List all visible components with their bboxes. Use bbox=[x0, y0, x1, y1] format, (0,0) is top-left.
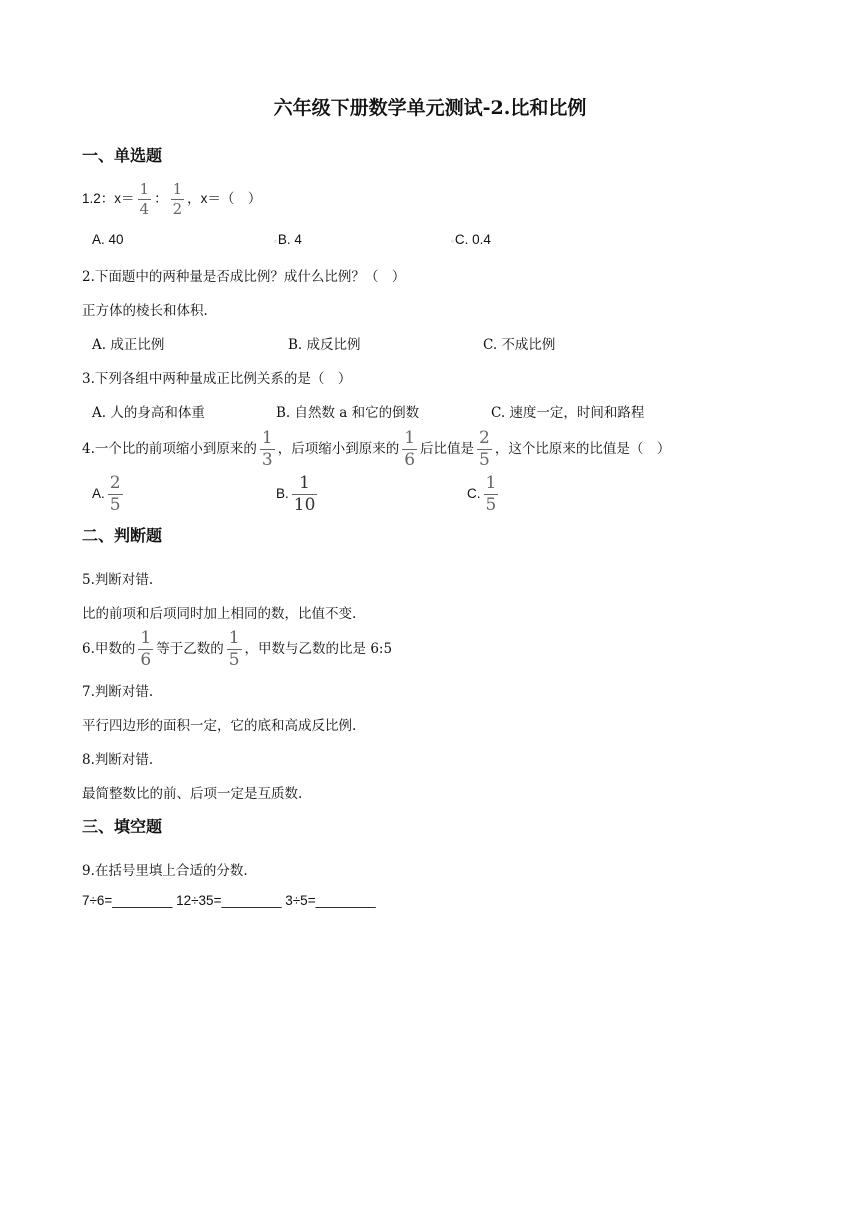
question-1-text-b: ： bbox=[154, 191, 168, 207]
q4-option-c[interactable]: C. $\frac{1}{5}$ bbox=[467, 473, 497, 515]
question-4 bbox=[82, 430, 670, 469]
fraction-option-c: $\frac{1}{5}$ bbox=[485, 473, 497, 515]
question-7-statement: 平行四边形的面积一定，它的底和高成反比例. bbox=[82, 718, 357, 734]
fraction-one-sixth: $\frac{1}{6}$ bbox=[404, 428, 416, 470]
q3-option-c[interactable]: C. 速度一定，时间和路程 bbox=[491, 405, 645, 421]
question-5-statement: 比的前项和后项同时加上相同的数，比值不变. bbox=[82, 606, 357, 622]
section-heading-fill-in: 三、填空题 bbox=[82, 817, 163, 836]
fraction-one-third: $\frac{1}{3}$ bbox=[261, 428, 273, 470]
option-marker-icon: ▫ bbox=[451, 237, 454, 246]
option-marker-icon: ▫ bbox=[274, 237, 277, 246]
q4-option-a[interactable]: A. $\frac{2}{5}$ bbox=[92, 473, 121, 515]
page-title: 六年级下册数学单元测试-2.比和比例 bbox=[273, 97, 587, 119]
question-4-text-d: ，这个比原来的比值是（ ） bbox=[494, 441, 671, 457]
fraction-one-half: $\frac{1}{2}$ bbox=[172, 180, 183, 218]
question-1 bbox=[82, 182, 261, 217]
q3-option-a[interactable]: A. 人的身高和体重 bbox=[92, 405, 205, 421]
question-9-blanks[interactable]: 7÷6=________ 12÷35=________ 3÷5=________ bbox=[82, 893, 376, 908]
fraction-one-sixth: $\frac{1}{6}$ bbox=[140, 628, 152, 670]
q1-option-a[interactable]: A. 40 bbox=[92, 232, 124, 247]
fraction-two-fifths: $\frac{2}{5}$ bbox=[479, 428, 490, 470]
question-1-text-a: 1.2：x＝ bbox=[82, 191, 135, 206]
fraction-option-a: $\frac{2}{5}$ bbox=[109, 473, 121, 515]
fraction-option-b: $\frac{1}{10}$ bbox=[293, 473, 316, 515]
q1-option-b[interactable]: ▫B. 4 bbox=[274, 232, 302, 247]
question-5: 5.判断对错. bbox=[82, 572, 154, 588]
question-8: 8.判断对错. bbox=[82, 752, 154, 768]
question-3: 3.下列各组中两种量成正比例关系的是（ ） bbox=[82, 371, 352, 387]
question-1-text-c: ，x＝（ ） bbox=[187, 191, 262, 206]
q2-option-a[interactable]: A. 成正比例 bbox=[92, 337, 165, 353]
question-6-text-b: 等于乙数的 bbox=[156, 641, 224, 657]
fraction-one-fifth: $\frac{1}{5}$ bbox=[228, 628, 240, 670]
section-heading-single-choice: 一、单选题 bbox=[82, 146, 163, 165]
question-2: 2.下面题中的两种量是否成比例？成什么比例？（ ） bbox=[82, 269, 406, 285]
q2-option-c[interactable]: C. 不成比例 bbox=[483, 337, 556, 353]
q3-option-b[interactable]: B. 自然数 a 和它的倒数 bbox=[276, 405, 420, 421]
q2-option-b[interactable]: B. 成反比例 bbox=[288, 337, 361, 353]
question-4-text-b: ，后项缩小到原来的 bbox=[277, 441, 400, 457]
section-heading-true-false: 二、判断题 bbox=[82, 526, 163, 545]
question-2-statement: 正方体的棱长和体积. bbox=[82, 303, 208, 319]
fraction-one-quarter: $\frac{1}{4}$ bbox=[139, 180, 150, 218]
question-4-text-c: 后比值是 bbox=[420, 441, 475, 457]
q1-option-c[interactable]: ▫C. 0.4 bbox=[451, 232, 491, 247]
question-7: 7.判断对错. bbox=[82, 684, 154, 700]
question-6-text-a: 6.甲数的 bbox=[82, 641, 136, 657]
q4-option-b[interactable]: B. $\frac{1}{10}$ bbox=[276, 473, 316, 515]
question-6-text-c: ，甲数与乙数的比是 6:5 bbox=[244, 641, 393, 657]
question-8-statement: 最简整数比的前、后项一定是互质数. bbox=[82, 786, 303, 802]
question-9: 9.在括号里填上合适的分数. bbox=[82, 863, 248, 879]
question-6 bbox=[82, 630, 392, 669]
question-4-text-a: 4.一个比的前项缩小到原来的 bbox=[82, 441, 257, 457]
